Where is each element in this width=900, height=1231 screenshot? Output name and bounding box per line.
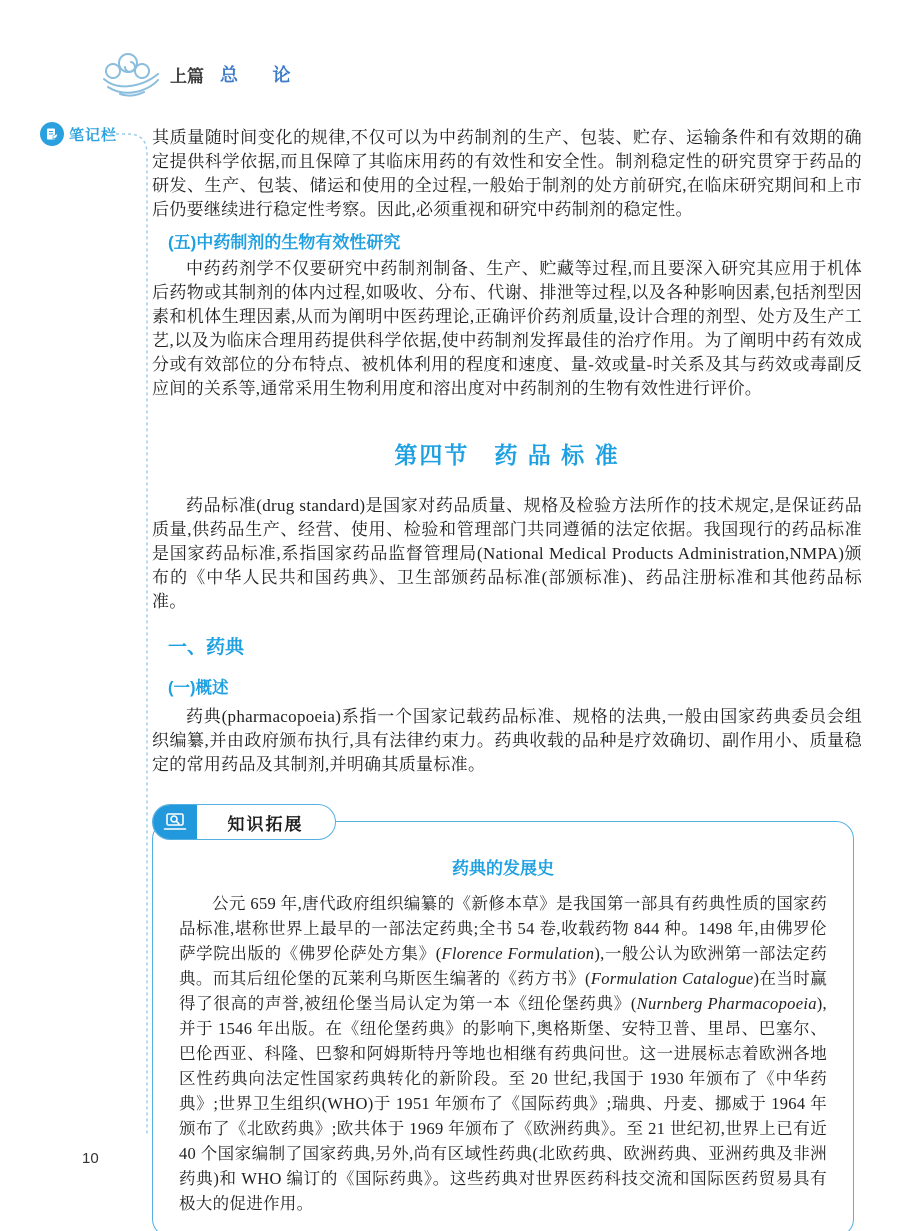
part-title: 总 论: [220, 65, 291, 85]
auspicious-cloud-icon: [92, 49, 164, 99]
knowledge-expansion-box: [152, 814, 854, 1231]
knowledge-expansion-label: 知识拓展: [227, 814, 304, 834]
page-number: 10: [82, 1150, 99, 1167]
knowledge-box-title: 药典的发展史: [452, 859, 554, 878]
notes-column-badge: [40, 122, 117, 146]
main-text-column: [152, 126, 862, 1231]
notes-column-label: 笔记栏: [69, 126, 118, 144]
subheading-pharmacopoeia: 一、药典: [168, 637, 245, 658]
subheading-overview: (一)概述: [168, 679, 229, 697]
knowledge-box-body: 公元 659 年,唐代政府组织编纂的《新修本草》是我国第一部具有药典性质的国家药品标准,堪称世界上最早的一部法定药典;全书 54 卷,收载药物 844 种。1498 年,由佛罗伦萨学院出版的《佛罗伦萨处方集》(Florence Formulation),一般公认为欧洲第一部法定药典。而其后纽伦堡的瓦莱利乌斯医生编著的《药方书》(Formulation Catalogue)在当时赢得了很高的声誉,被纽伦堡当局认定为第一本《纽伦堡药典》(Nurnberg Pharmacopoeia),并于 1546 年出版。在《纽伦堡药典》的影响下,奥格斯堡、安特卫普、里昂、巴塞尔、巴伦西亚、科隆、巴黎和阿姆斯特丹等地也相继有药典问世。这一进展标志着欧洲各地区性药典向法定性国家药典转化的新阶段。至 20 世纪,我国于 1930 年颁布了《中华药典》;世界卫生组织(WHO)于 1951 年颁布了《国际药典》;瑞典、丹麦、挪威于 1964 年颁布了《北欧药典》;欧共体于 1969 年颁布了《欧洲药典》。至 21 世纪初,世界上已有近 40 个国家编制了国家药典,另外,尚有区域性药典(北欧药典、欧洲药典、亚洲药典及非洲药典)和 WHO 编订的《国际药典》。这些药典对世界医药科技交流和国际医药贸易具有极大的促进作用。: [179, 894, 828, 1213]
paragraph-stability: 其质量随时间变化的规律,不仅可以为中药制剂的生产、包装、贮存、运输条件和有效期的确定提供科学依据,而且保障了其临床用药的有效性和安全性。制剂稳定性的研究贯穿于药品的研发、生产、包装、储运和使用的全过程,一般始于制剂的处方前研究,在临床研究期间和上市后仍要继续进行稳定性考察。因此,必须重视和研究中药制剂的稳定性。: [152, 128, 862, 219]
notebook-pen-icon: [40, 122, 64, 146]
paragraph-pharmacopoeia-definition: 药典(pharmacopoeia)系指一个国家记载药品标准、规格的法典,一般由国家药典委员会组织编纂,并由政府颁布执行,具有法律约束力。药典收载的品种是疗效确切、副作用小、质量稳定的常用药品及其制剂,并明确其质量标准。: [152, 707, 862, 774]
paragraph-drug-standards: 药品标准(drug standard)是国家对药品质量、规格及检验方法所作的技术规定,是保证药品质量,供药品生产、经营、使用、检验和管理部门共同遵循的法定依据。我国现行的药品标准是国家药品标准,系指国家药品监督管理局(National Medical Products Administration,NMPA)颁布的《中华人民共和国药典》、卫生部颁药品标准(部颁标准)、药品注册标准和其他药品标准。: [152, 496, 862, 611]
part-label: 上篇: [170, 66, 204, 86]
laptop-magnifier-icon: [153, 805, 197, 839]
heading-bioavailability-study: (五)中药制剂的生物有效性研究: [168, 233, 401, 252]
knowledge-expansion-tab: [152, 804, 336, 840]
paragraph-bioavailability: 中药药剂学不仅要研究中药制剂制备、生产、贮藏等过程,而且要深入研究其应用于机体后药物或其制剂的体内过程,如吸收、分布、代谢、排泄等过程,以及各种影响因素,包括剂型因素和机体生理因素,从而为阐明中医药理论,正确评价药剂质量,设计合理的剂型、处方及生产工艺,以及为临床合理用药提供科学依据,使中药制剂发挥最佳的治疗作用。为了阐明中药有效成分或有效部位的分布特点、被机体利用的程度和速度、量-效或量-时关系及其与药效或毒副反应间的关系等,通常采用生物利用度和溶出度对中药制剂的生物有效性进行评价。: [152, 259, 862, 398]
section-heading-drug-standards: 第四节 药 品 标 准: [394, 442, 620, 468]
page-header: [92, 48, 291, 100]
